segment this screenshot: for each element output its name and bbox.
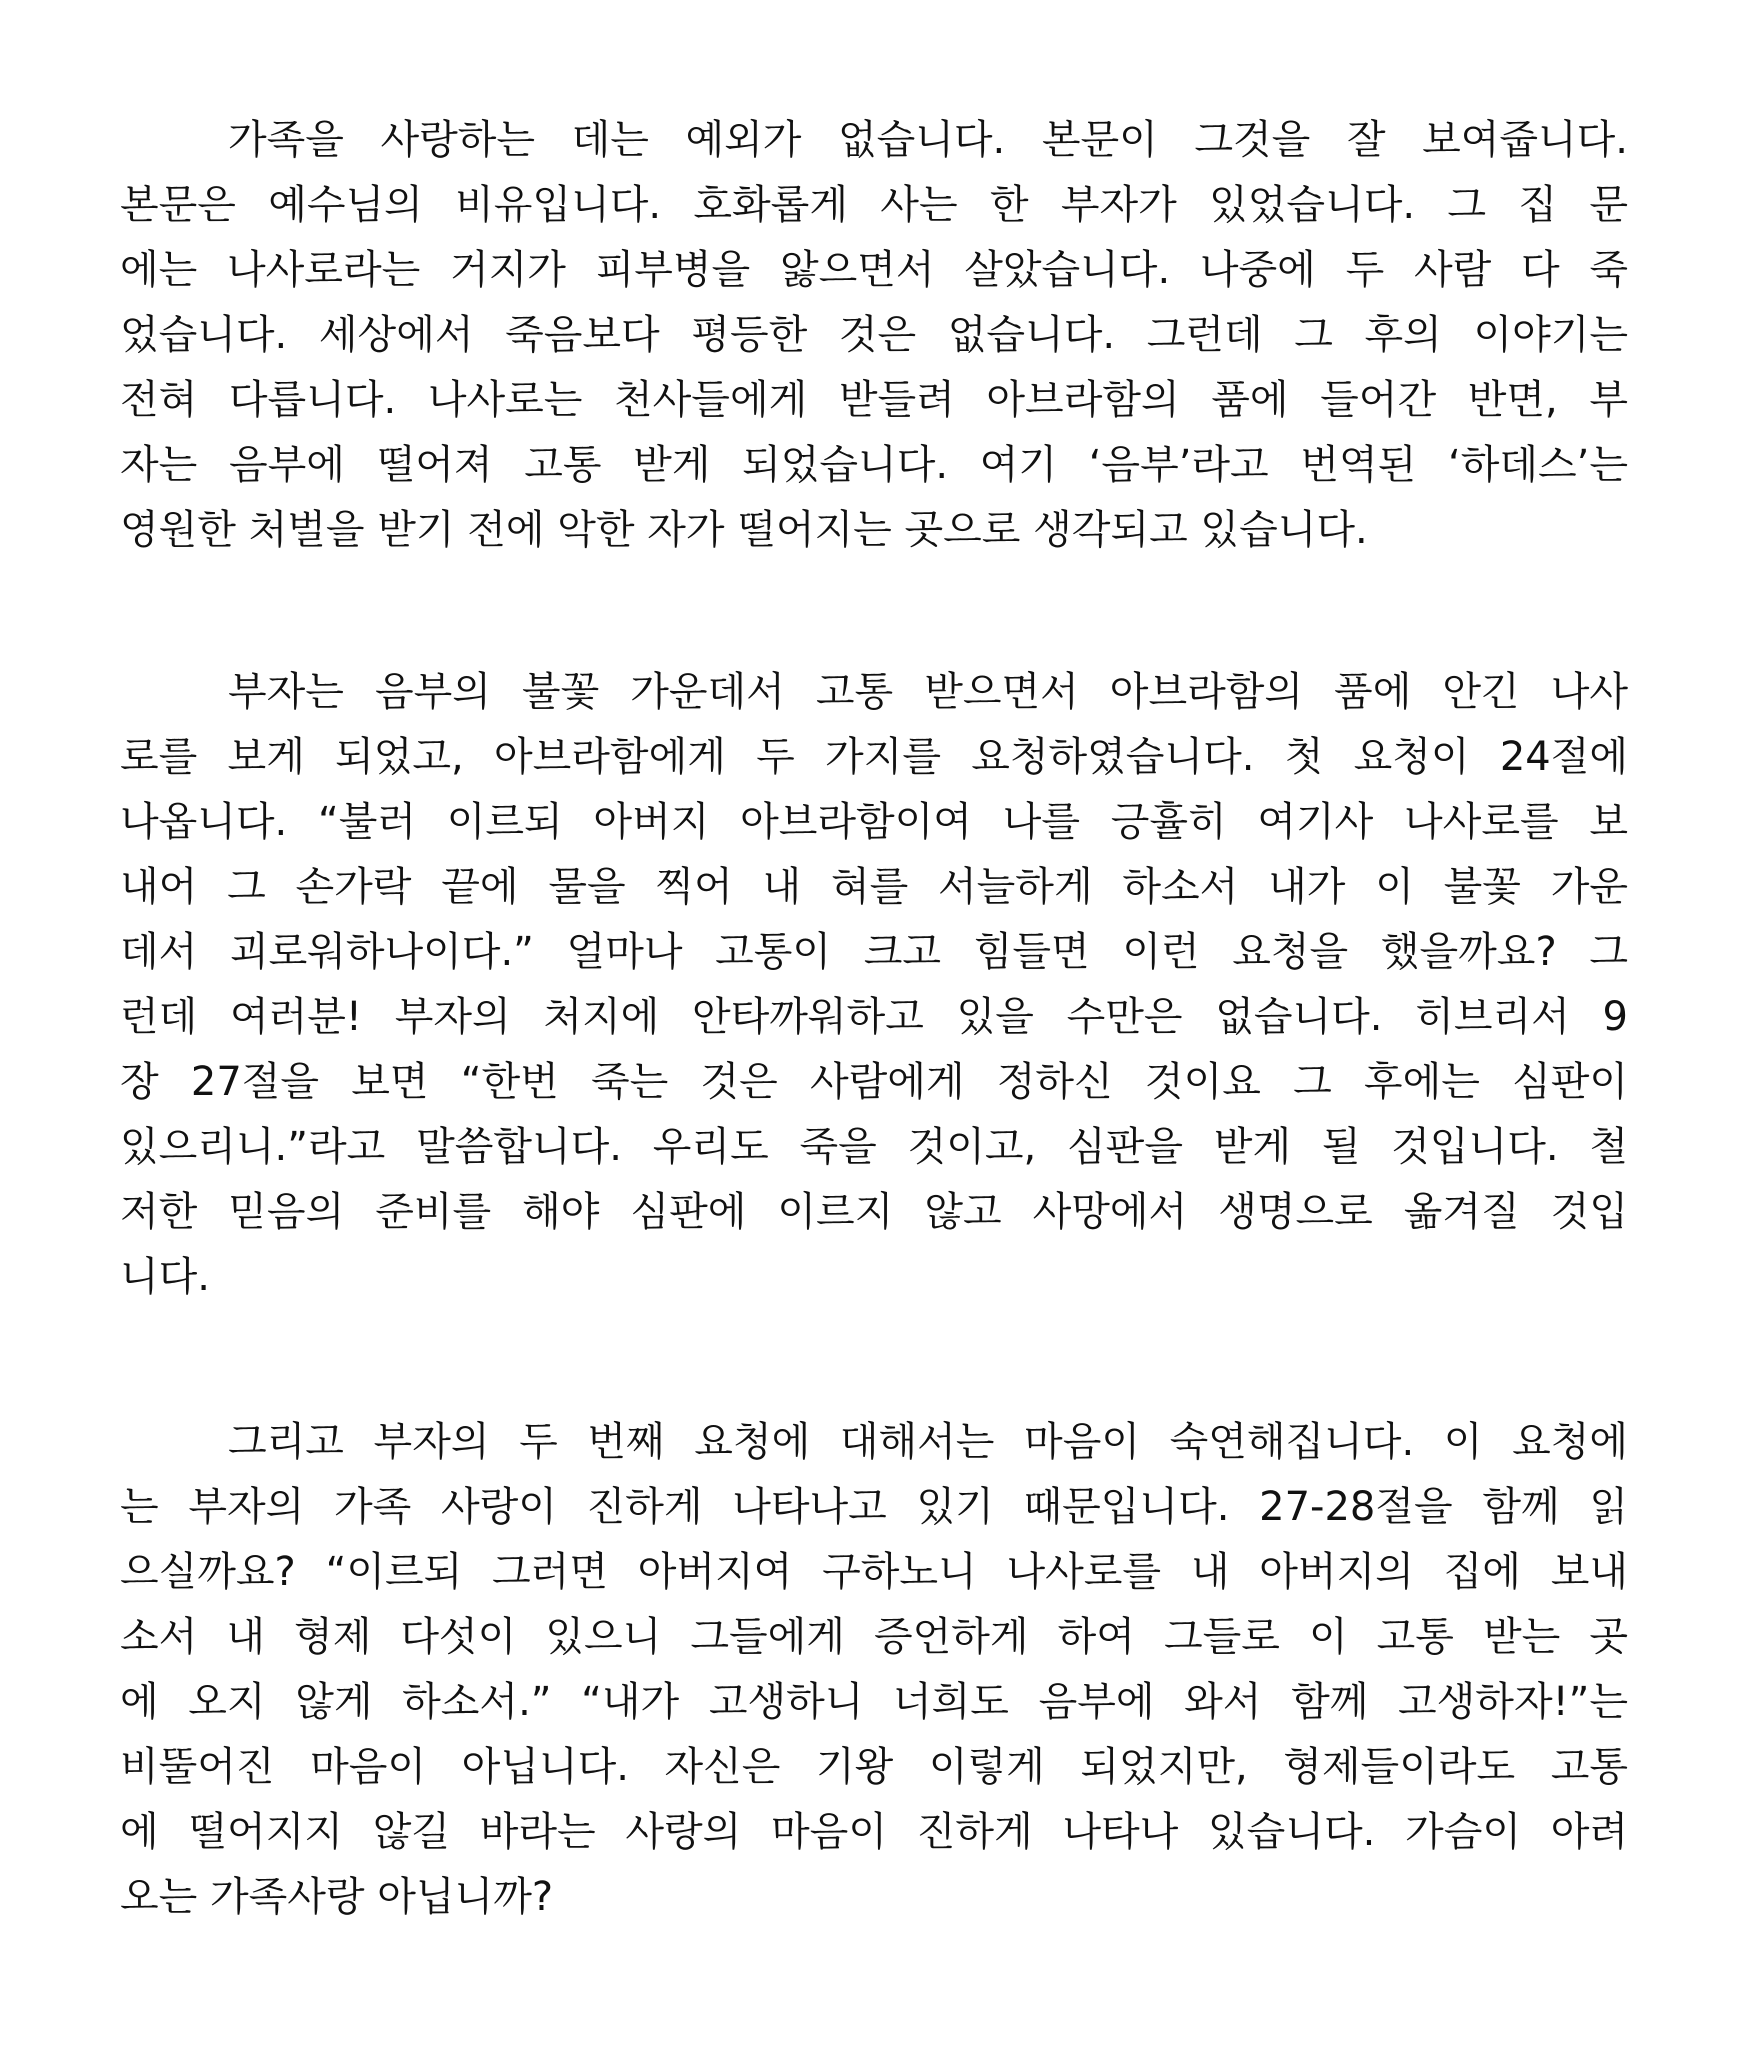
paragraph-1	[120, 108, 1628, 563]
paragraph-2	[120, 660, 1628, 1310]
text-line: 장 27절을 보면 “한번 죽는 것은 사람에게 정하신 것이요 그 후에는 심판이	[120, 1059, 1628, 1105]
text-line: 부자는 음부의 불꽃 가운데서 고통 받으면서 아브라함의 품에 안긴 나사	[228, 669, 1628, 715]
text-line: 그리고 부자의 두 번째 요청에 대해서는 마음이 숙연해집니다. 이 요청에	[228, 1419, 1628, 1465]
paragraph-3	[120, 1410, 1628, 1930]
text-line: 있으리니.”라고 말씀합니다. 우리도 죽을 것이고, 심판을 받게 될 것입니다. 철	[120, 1124, 1628, 1170]
text-line: 비뚤어진 마음이 아닙니다. 자신은 기왕 이렇게 되었지만, 형제들이라도 고통	[120, 1744, 1628, 1790]
text-line: 었습니다. 세상에서 죽음보다 평등한 것은 없습니다. 그런데 그 후의 이야기는	[120, 312, 1628, 358]
text-line: 에 떨어지지 않길 바라는 사랑의 마음이 진하게 나타나 있습니다. 가슴이 아려	[120, 1809, 1628, 1855]
text-line: 에 오지 않게 하소서.” “내가 고생하니 너희도 음부에 와서 함께 고생하자!”는	[120, 1679, 1628, 1725]
text-line: 오는 가족사랑 아닙니까?	[120, 1874, 554, 1920]
text-line: 로를 보게 되었고, 아브라함에게 두 가지를 요청하였습니다. 첫 요청이 24절에	[120, 734, 1628, 780]
text-line: 나옵니다. “불러 이르되 아버지 아브라함이여 나를 긍휼히 여기사 나사로를 보	[120, 799, 1628, 845]
text-line: 전혀 다릅니다. 나사로는 천사들에게 받들려 아브라함의 품에 들어간 반면, 부	[120, 377, 1628, 423]
text-line: 본문은 예수님의 비유입니다. 호화롭게 사는 한 부자가 있었습니다. 그 집 문	[120, 182, 1628, 228]
text-line: 저한 믿음의 준비를 해야 심판에 이르지 않고 사망에서 생명으로 옮겨질 것입	[120, 1189, 1628, 1235]
text-line: 는 부자의 가족 사랑이 진하게 나타나고 있기 때문입니다. 27-28절을 함께 읽	[120, 1484, 1628, 1530]
text-line: 런데 여러분! 부자의 처지에 안타까워하고 있을 수만은 없습니다. 히브리서 9	[120, 994, 1628, 1040]
text-line: 데서 괴로워하나이다.” 얼마나 고통이 크고 힘들면 이런 요청을 했을까요? 그	[120, 929, 1628, 975]
text-line: 소서 내 형제 다섯이 있으니 그들에게 증언하게 하여 그들로 이 고통 받는 곳	[120, 1614, 1628, 1660]
text-line: 내어 그 손가락 끝에 물을 찍어 내 혀를 서늘하게 하소서 내가 이 불꽃 가운	[120, 864, 1628, 910]
text-line: 에는 나사로라는 거지가 피부병을 앓으면서 살았습니다. 나중에 두 사람 다 죽	[120, 247, 1628, 293]
text-line: 니다.	[120, 1254, 210, 1300]
text-line: 으실까요? “이르되 그러면 아버지여 구하노니 나사로를 내 아버지의 집에 보내	[120, 1549, 1628, 1595]
text-line: 영원한 처벌을 받기 전에 악한 자가 떨어지는 곳으로 생각되고 있습니다.	[120, 507, 1368, 553]
text-line: 가족을 사랑하는 데는 예외가 없습니다. 본문이 그것을 잘 보여줍니다.	[228, 117, 1628, 163]
text-line: 자는 음부에 떨어져 고통 받게 되었습니다. 여기 ‘음부’라고 번역된 ‘하데스’는	[120, 442, 1628, 488]
